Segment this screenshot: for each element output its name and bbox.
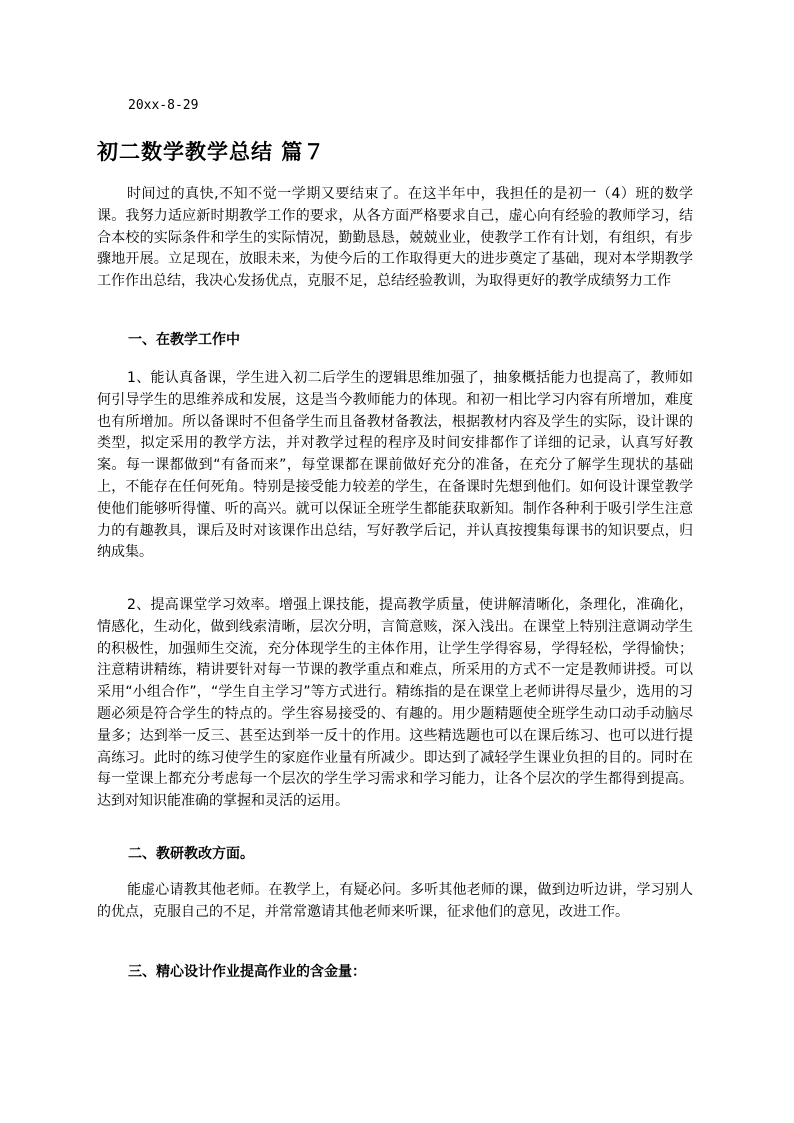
document-date: 20xx-8-29 bbox=[128, 98, 199, 113]
section1-paragraph-1: 1、能认真备课，学生进入初二后学生的逻辑思维加强了，抽象概括能力也提高了，教师如何引导学生的思维养成和发展，这是当今教师能力的体现。和初一相比学习内容有所增加，难度也有所增加。所以备课时不但备学生而且备教材备教法，根据教材内容及学生的实际，设计课的类型，拟定采用的教学方法，并对教学过程的程序及时间安排都作了详细的记录，认真写好教案。每一课都做到“有备而来”，每堂课都在课前做好充分的准备，在充分了解学生现状的基础上，不能存在任何死角。特别是接受能力较差的学生，在备课时先想到他们。如何设计课堂教学使他们能够听得懂、听的高兴。就可以保证全班学生都能获取新知。制作各种利于吸引学生注意力的有趣教具，课后及时对该课作出总结，写好教学后记，并认真按搜集每课书的知识要点，归纳成集。 bbox=[97, 370, 693, 561]
section2-paragraph-1: 能虚心请教其他老师。在教学上，有疑必问。多听其他老师的课，做到边听边讲，学习别人的优点，克服自己的不足，并常常邀请其他老师来听课，征求他们的意见，改进工作。 bbox=[97, 882, 693, 920]
section1-heading: 一、在教学工作中 bbox=[128, 332, 240, 348]
section2-heading: 二、教研教改方面。 bbox=[128, 846, 254, 862]
document-title: 初二数学教学总结 篇７ bbox=[97, 139, 326, 164]
intro-paragraph: 时间过的真快,不知不觉一学期又要结束了。在这半年中，我担任的是初一（4）班的数学课。我努力适应新时期教学工作的要求，从各方面严格要求自己，虚心向有经验的教师学习，结合本校的实际条件和学生的实际情况，勤勤恳恳，兢兢业业，使教学工作有计划，有组织，有步骤地开展。立足现在，放眼未来，为使今后的工作取得更大的进步奠定了基础，现对本学期教学工作作出总结，我决心发扬优点，克服不足，总结经验教训，为取得更好的教学成绩努力工作 bbox=[97, 186, 693, 290]
section1-paragraph-2: 2、提高课堂学习效率。增强上课技能，提高教学质量，使讲解清晰化，条理化，准确化，情感化，生动化，做到线索清晰，层次分明，言简意赅，深入浅出。在课堂上特别注意调动学生的积极性，加强师生交流，充分体现学生的主体作用，让学生学得容易，学得轻松，学得愉快；注意精讲精练，精讲要针对每一节课的教学重点和难点，所采用的方式不一定是教师讲授。可以采用“小组合作”，“学生自主学习”等方式进行。精练指的是在课堂上老师讲得尽量少，选用的习题必须是符合学生的特点的。学生容易接受的、有趣的。用少题精题使全班学生动口动手动脑尽量多；达到举一反三、甚至达到举一反十的作用。这些精选题也可以在课后练习、也可以进行提高练习。此时的练习使学生的家庭作业量有所减少。即达到了减轻学生课业负担的目的。同时在每一堂课上都充分考虑每一个层次的学生学习需求和学习能力，让各个层次的学生都得到提高。达到对知识能准确的掌握和灵活的运用。 bbox=[97, 597, 693, 810]
section3-heading: 三、精心设计作业提高作业的含金量： bbox=[128, 964, 366, 980]
